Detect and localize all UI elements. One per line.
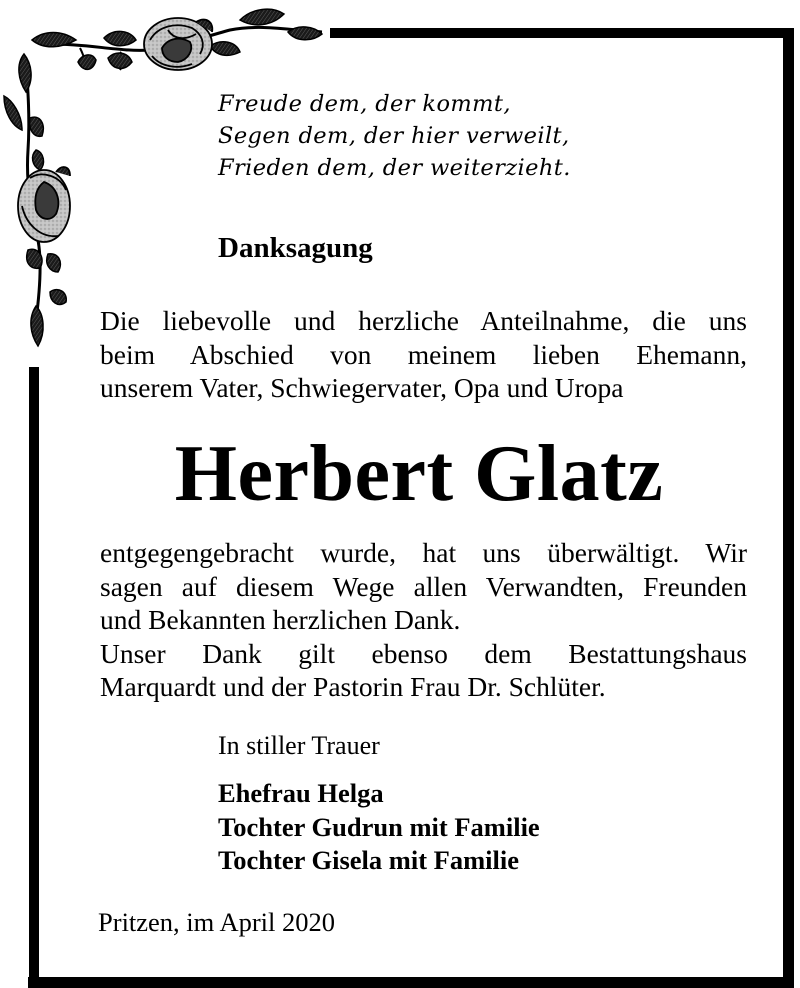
motto-line: Freude dem, der kommt,	[218, 91, 511, 117]
motto-line: Segen dem, der hier verweilt,	[218, 123, 570, 149]
signer: Tochter Gisela mit Familie	[218, 845, 520, 875]
signers-list	[218, 777, 540, 878]
paragraph-line: und Bekannten herzlichen Dank.	[100, 604, 461, 635]
paragraph-line: Die liebevolle und herzliche Anteilnahme, die uns	[100, 305, 747, 336]
frame-border-bottom	[28, 977, 794, 988]
frame-border-top	[330, 28, 794, 38]
paragraph-line: entgegengebracht wurde, hat uns überwältigt. Wir	[100, 537, 747, 568]
signer: Tochter Gudrun mit Familie	[218, 811, 540, 842]
paragraph-line: unserem Vater, Schwiegervater, Opa und Uropa	[100, 372, 624, 403]
motto-verse	[218, 88, 571, 184]
motto-line: Frieden dem, der weiterzieht.	[218, 155, 571, 181]
deceased-name: Herbert Glatz	[174, 430, 664, 518]
thanks-paragraph-intro	[100, 304, 747, 405]
paragraph-line: sagen auf diesem Wege allen Verwandten, Freunden	[100, 570, 747, 602]
notice-heading: Danksagung	[218, 232, 373, 264]
thanks-paragraph-body	[100, 536, 747, 704]
mourning-label: In stiller Trauer	[218, 731, 380, 760]
paragraph-line: beim Abschied von meinem lieben Ehemann,	[100, 338, 747, 370]
paragraph-line: Unser Dank gilt ebenso dem Bestattungshaus	[100, 637, 747, 669]
signer: Ehefrau Helga	[218, 778, 384, 808]
place-date: Pritzen, im April 2020	[98, 907, 336, 937]
paragraph-line: Marquardt und der Pastorin Frau Dr. Schlüter.	[100, 671, 606, 702]
